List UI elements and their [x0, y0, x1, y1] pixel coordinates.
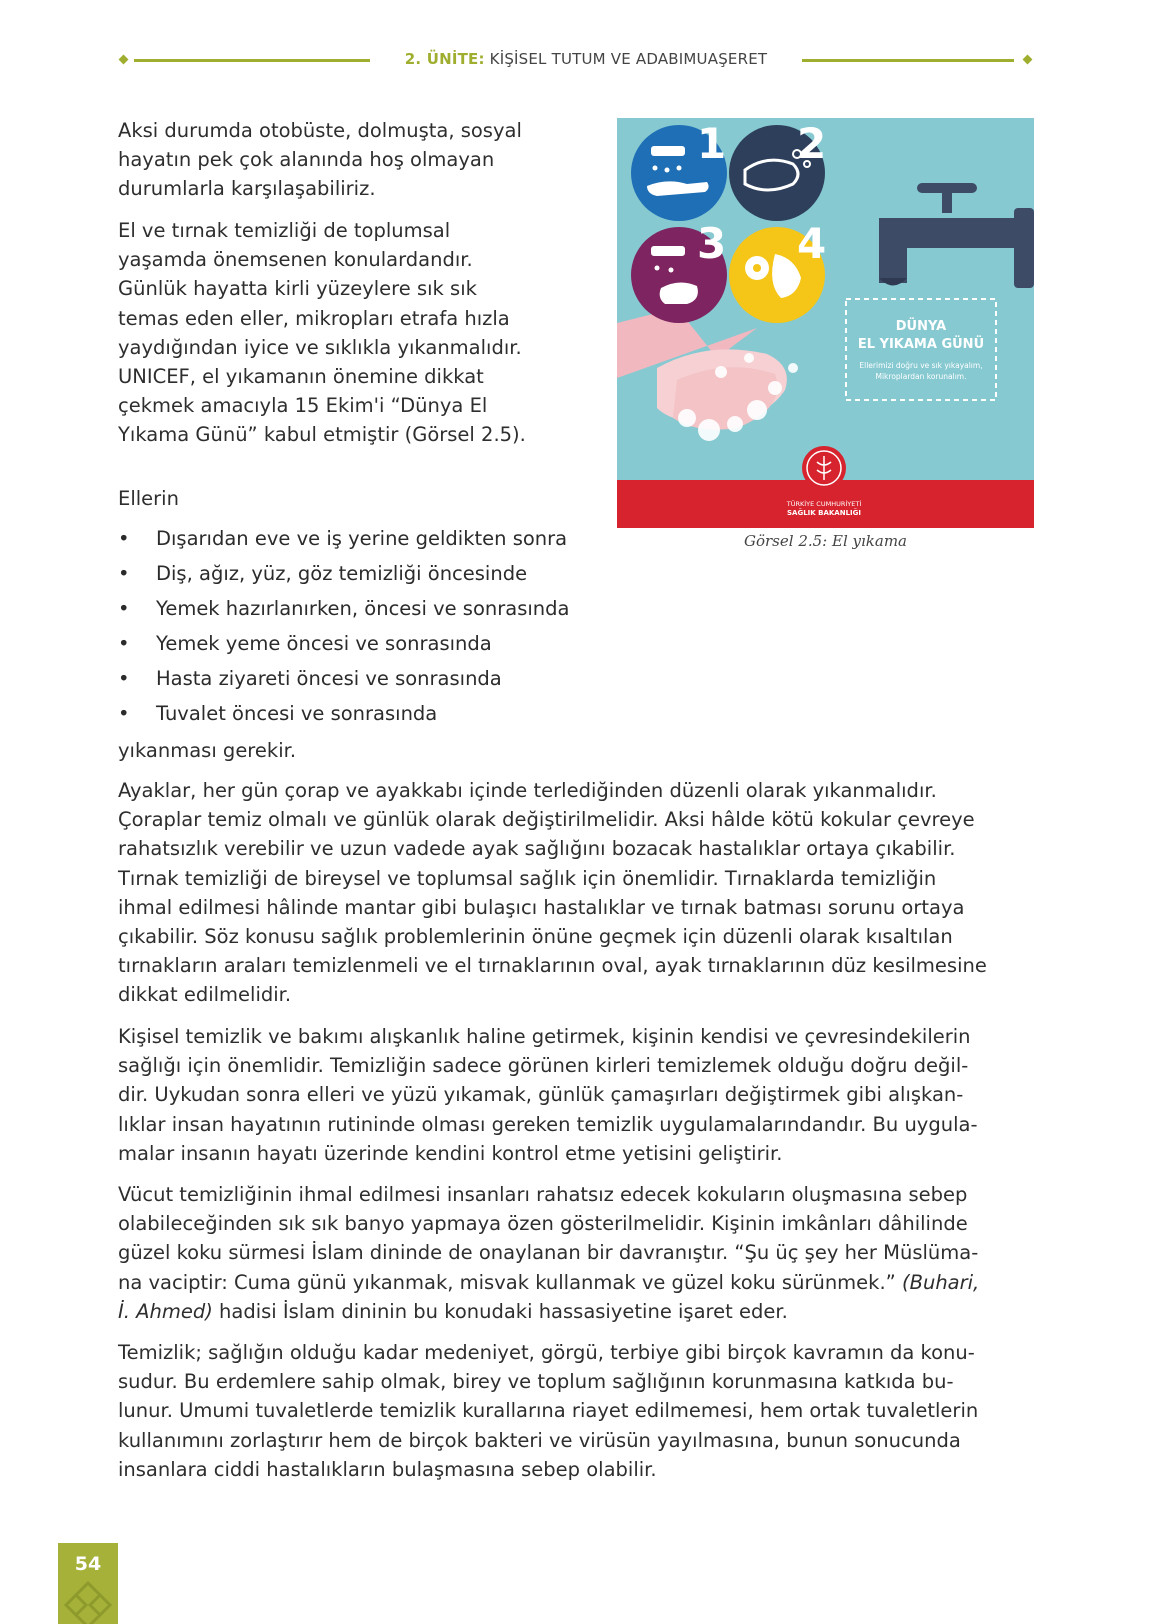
header-diamond-right [1023, 55, 1033, 65]
bullet-icon: • [118, 702, 130, 725]
intro-line: hayatın pek çok alanında hoş olmayan [118, 148, 495, 172]
page-number-tab [58, 1543, 118, 1624]
towel-roll-core-icon [753, 264, 761, 272]
civilization-paragraph [118, 1338, 1034, 1484]
paragraph-text: hadisi İslam dininin bu konudaki hassasiyetine işaret eder. [212, 1299, 788, 1323]
step-number: 2 [797, 119, 827, 168]
hadith-source: İ. Ahmed) [118, 1299, 213, 1323]
list-item-text: Hasta ziyareti öncesi ve sonrasında [156, 667, 502, 690]
header-rule-right [802, 59, 1014, 62]
handwash-list [118, 524, 588, 734]
poster-illustration [617, 118, 1034, 528]
tap-icon [651, 146, 685, 156]
paragraph-line: dikkat edilmelidir. [118, 983, 292, 1007]
figure-caption: Görsel 2.5: El yıkama [744, 532, 907, 550]
paragraph-line: El ve tırnak temizliği de toplumsal [118, 219, 451, 242]
paragraph-line: güzel koku sürmesi İslam dininde de onaylanan bir davranıştır. “Şu üç şey her Müslüma- [118, 1241, 979, 1265]
paragraph-line: Vücut temizliğinin ihmal edilmesi insanları rahatsız edecek kokuların oluşmasına sebep [118, 1183, 968, 1206]
paragraph-line: UNICEF, el yıkamanın önemine dikkat [118, 365, 484, 389]
tap-icon [651, 246, 685, 256]
list-item [118, 664, 588, 699]
list-item-text: Yemek yeme öncesi ve sonrasında [156, 632, 492, 655]
header-rule-left [134, 59, 370, 62]
list-item-text: Yemek hazırlanırken, öncesi ve sonrasında [156, 597, 570, 620]
paragraph-line: Kişisel temizlik ve bakımı alışkanlık haline getirmek, kişinin kendisi ve çevresindekilerin [118, 1025, 971, 1048]
list-item [118, 629, 588, 664]
bullet-icon: • [118, 632, 130, 655]
header-title [380, 50, 792, 68]
paragraph-line: insanlara ciddi hastalıkların bulaşmasına sebep olabilir. [118, 1457, 657, 1481]
running-header [118, 44, 1034, 76]
bullet-icon: • [118, 527, 130, 550]
bullet-icon: • [118, 562, 130, 585]
paragraph-line: Tırnak temizliği de bireysel ve toplumsal sağlık için önemlidir. Tırnaklarda temizliğin [118, 866, 937, 890]
header-unit: 2. ÜNİTE: [404, 50, 485, 68]
body-hygiene-paragraph [118, 1180, 1034, 1326]
water-drop-icon [669, 268, 674, 273]
step-number: 1 [697, 119, 727, 168]
faucet-icon [877, 183, 1034, 288]
paragraph-line: sudur. Bu erdemlere sahip olmak, birey ve toplum sağlığının korunmasına katkıda bu- [118, 1370, 954, 1394]
paragraph-line: dir. Uykudan sonra elleri ve yüzü yıkamak, günlük çamaşırları değiştirmek gibi alışkan- [118, 1083, 964, 1107]
paragraph-line: Günlük hayatta kirli yüzeylere sık sık [118, 277, 477, 301]
paragraph-line: Çoraplar temiz olmalı ve günlük olarak değiştirilmelidir. Aksi hâlde kötü kokular çevreye [118, 808, 975, 832]
paragraph-line: yaydığından iyice ve sıklıkla yıkanmalıdır. [118, 335, 522, 359]
list-item-text: Tuvalet öncesi ve sonrasında [156, 702, 438, 725]
poster-title: DÜNYA [895, 319, 947, 334]
paragraph-line: lunur. Umumi tuvaletlerde temizlik kurallarına riayet edilmemesi, hem ortak tuvaletlerin [118, 1399, 979, 1423]
personal-care-paragraph [118, 1022, 1034, 1168]
paragraph-line: malar insanın hayatı üzerinde kendini kontrol etme yetisini geliştirir. [118, 1141, 783, 1165]
page-number: 54 [74, 1553, 102, 1575]
intro-paragraph [118, 116, 588, 204]
list-item [118, 594, 588, 629]
list-item-text: Dışarıdan eve ve iş yerine geldikten sonra [156, 527, 568, 550]
paragraph-line: çıkabilir. Söz konusu sağlık problemlerinin önüne geçmek için düzenli olarak kısaltılan [118, 925, 953, 949]
water-drop-icon [655, 266, 660, 271]
step-number: 4 [797, 219, 827, 268]
list-item [118, 559, 588, 594]
list-item [118, 699, 588, 734]
poster-subtitle: Ellerimizi doğru ve sık yıkayalım, [859, 361, 983, 370]
poster-title: EL YIKAMA GÜNÜ [857, 337, 985, 352]
paragraph-line [118, 1268, 1034, 1297]
poster-subtitle: Mikroplardan korunalım. [875, 372, 967, 381]
header-diamond-left [119, 55, 129, 65]
header-unit-title: KİŞİSEL TUTUM VE ADABIMUAŞERET [484, 50, 768, 68]
washing-hands-illustration [657, 349, 798, 441]
hand-hygiene-paragraph [118, 216, 588, 450]
paragraph-line: Yıkama Günü” kabul etmiştir (Görsel 2.5). [118, 423, 526, 447]
paragraph-line: yaşamda önemsenen konulardandır. [118, 248, 473, 272]
paragraph-line: Ayaklar, her gün çorap ve ayakkabı içinde terlediğinden düzenli olarak yıkanmalıdır. [118, 779, 937, 802]
handwashing-poster [617, 118, 1034, 528]
intro-line: Aksi durumda otobüste, dolmuşta, sosyal [118, 119, 522, 142]
paragraph-line: kullanımını zorlaştırır hem de birçok bakteri ve virüsün yayılmasına, bunun sonucunda [118, 1428, 961, 1452]
list-item-text: Diş, ağız, yüz, göz temizliği öncesinde [156, 562, 528, 585]
paragraph-line: sağlığı için önemlidir. Temizliğin sadece görünen kirleri temizlemek olduğu doğru değil- [118, 1054, 969, 1078]
paragraph-line: çekmek amacıyla 15 Ekim'i “Dünya El [118, 394, 488, 418]
paragraph-line: ihmal edilmesi hâlinde mantar gibi bulaşıcı hastalıklar ve tırnak batması sorunu ortaya [118, 895, 965, 919]
hadith-quote-end: na vaciptir: Cuma günü yıkanmak, misvak kullanmak ve güzel koku sürünmek.” [118, 1270, 902, 1294]
paragraph-line: olabileceğinden sık sık banyo yapmaya özen gösterilmelidir. Kişinin imkânları dâhilinde [118, 1212, 968, 1236]
bullet-icon: • [118, 597, 130, 620]
paragraph-line: lıklar insan hayatının rutininde olması gereken temizlik uygulamalarındandır. Bu uygula- [118, 1112, 978, 1136]
ministry-name: SAĞLIK BAKANLIĞI [787, 509, 861, 517]
paragraph-line: tırnakların araları temizlenmeli ve el tırnaklarının oval, ayak tırnaklarının düz kesilmesine [118, 954, 987, 978]
ministry-name: TÜRKİYE CUMHURİYETİ [786, 500, 862, 508]
list-item [118, 524, 588, 559]
ornament-icon [58, 1543, 118, 1624]
bullet-icon: • [118, 667, 130, 690]
paragraph-line: rahatsızlık verebilir ve uzun vadede ayak sağlığını bozacak hastalıklar ortaya çıkabilir. [118, 837, 956, 861]
hadith-source: (Buhari, [901, 1270, 980, 1294]
intro-line: durumlarla karşılaşabiliriz. [118, 177, 376, 201]
foot-hygiene-paragraph [118, 776, 1034, 1010]
list-intro: Ellerin [118, 487, 179, 510]
list-outro: yıkanması gerekir. [118, 739, 297, 762]
paragraph-line: temas eden eller, mikropları etrafa hızla [118, 306, 510, 330]
paragraph-line: Temizlik; sağlığın olduğu kadar medeniyet, görgü, terbiye gibi birçok kavramın da konu- [118, 1341, 975, 1364]
water-drop-icon [665, 168, 670, 173]
water-drop-icon [653, 166, 658, 171]
step-number: 3 [697, 219, 727, 268]
paragraph-line [118, 1297, 1034, 1326]
water-drop-icon [677, 166, 682, 171]
